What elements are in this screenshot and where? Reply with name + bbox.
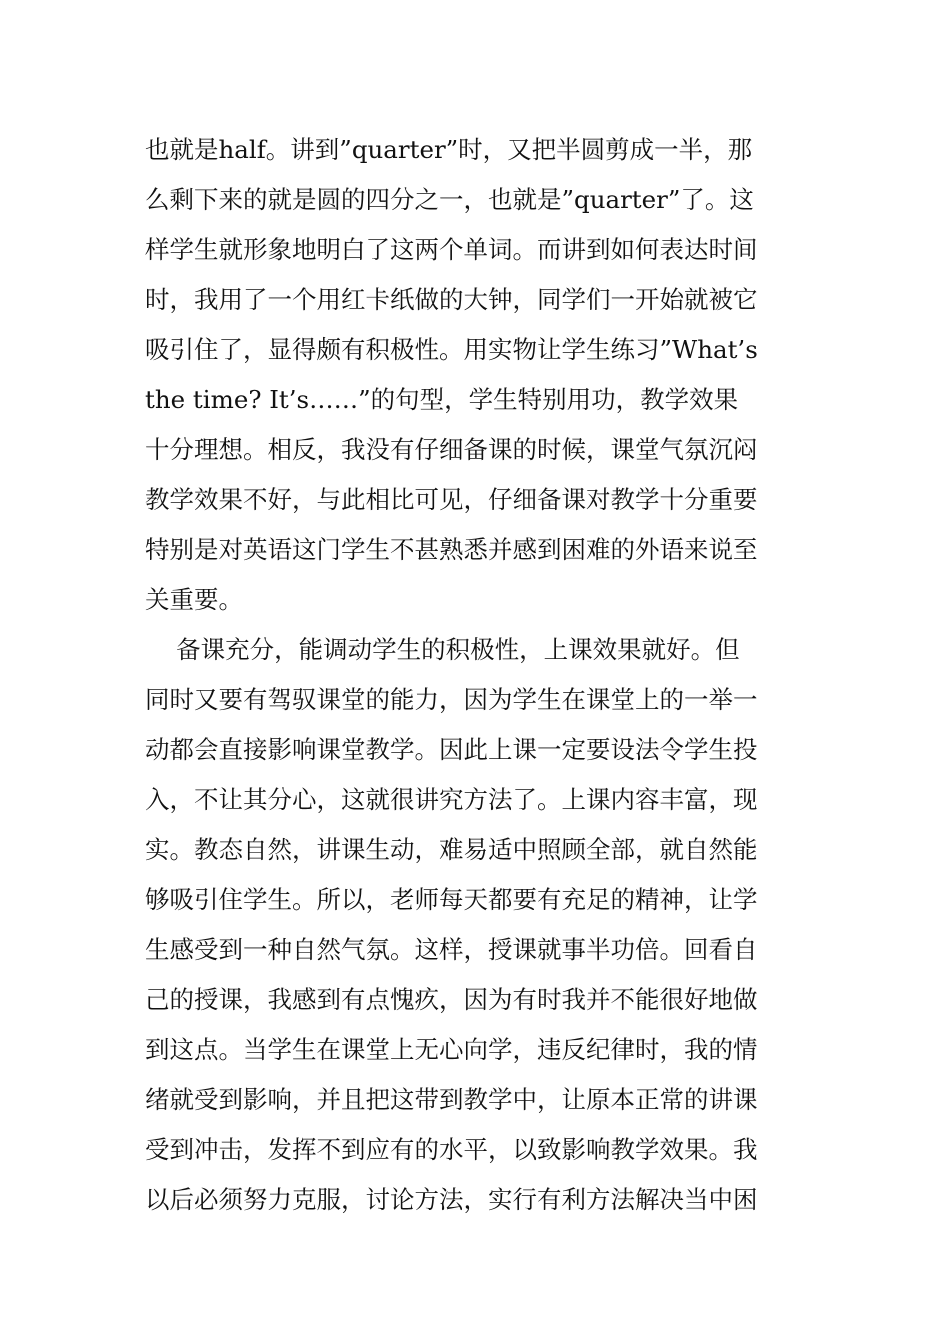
text-line: 关重要。 — [145, 585, 243, 614]
text-line: 够吸引住学生。所以，老师每天都要有充足的精神，让学 — [145, 885, 758, 914]
text-line: 教学效果不好，与此相比可见，仔细备课对教学十分重要 — [145, 485, 758, 514]
body-text — [145, 125, 815, 1225]
text-line: 么剩下来的就是圆的四分之一，也就是”quarter”了。这 — [145, 185, 754, 214]
text-line: 也就是half。讲到”quarter”时，又把半圆剪成一半，那 — [145, 135, 753, 164]
text-line: 以后必须努力克服，讨论方法，实行有利方法解决当中困 — [145, 1185, 758, 1214]
text-line: 到这点。当学生在课堂上无心向学，违反纪律时，我的情 — [145, 1035, 758, 1064]
text-line: 时，我用了一个用红卡纸做的大钟，同学们一开始就被它 — [145, 285, 758, 314]
text-line: 同时又要有驾驭课堂的能力，因为学生在课堂上的一举一 — [145, 685, 758, 714]
text-line: 动都会直接影响课堂教学。因此上课一定要设法令学生投 — [145, 735, 758, 764]
text-line: 样学生就形象地明白了这两个单词。而讲到如何表达时间 — [145, 235, 758, 264]
text-line: 实。教态自然，讲课生动，难易适中照顾全部，就自然能 — [145, 835, 758, 864]
text-line: 十分理想。相反，我没有仔细备课的时候，课堂气氛沉闷 — [145, 435, 758, 464]
text-line: 入，不让其分心，这就很讲究方法了。上课内容丰富，现 — [145, 785, 758, 814]
text-line: 受到冲击，发挥不到应有的水平，以致影响教学效果。我 — [145, 1135, 758, 1164]
paragraph-start-line: 备课充分，能调动学生的积极性，上课效果就好。但 — [145, 635, 740, 664]
text-line: 特别是对英语这门学生不甚熟悉并感到困难的外语来说至 — [145, 535, 758, 564]
text-line: 己的授课，我感到有点愧疚，因为有时我并不能很好地做 — [145, 985, 758, 1014]
text-line: the time? It’s……”的句型，学生特别用功，教学效果 — [145, 385, 739, 414]
text-line: 吸引住了，显得颇有积极性。用实物让学生练习”What’s — [145, 335, 758, 364]
text-line: 生感受到一种自然气氛。这样，授课就事半功倍。回看自 — [145, 935, 758, 964]
text-line: 绪就受到影响，并且把这带到教学中，让原本正常的讲课 — [145, 1085, 758, 1114]
